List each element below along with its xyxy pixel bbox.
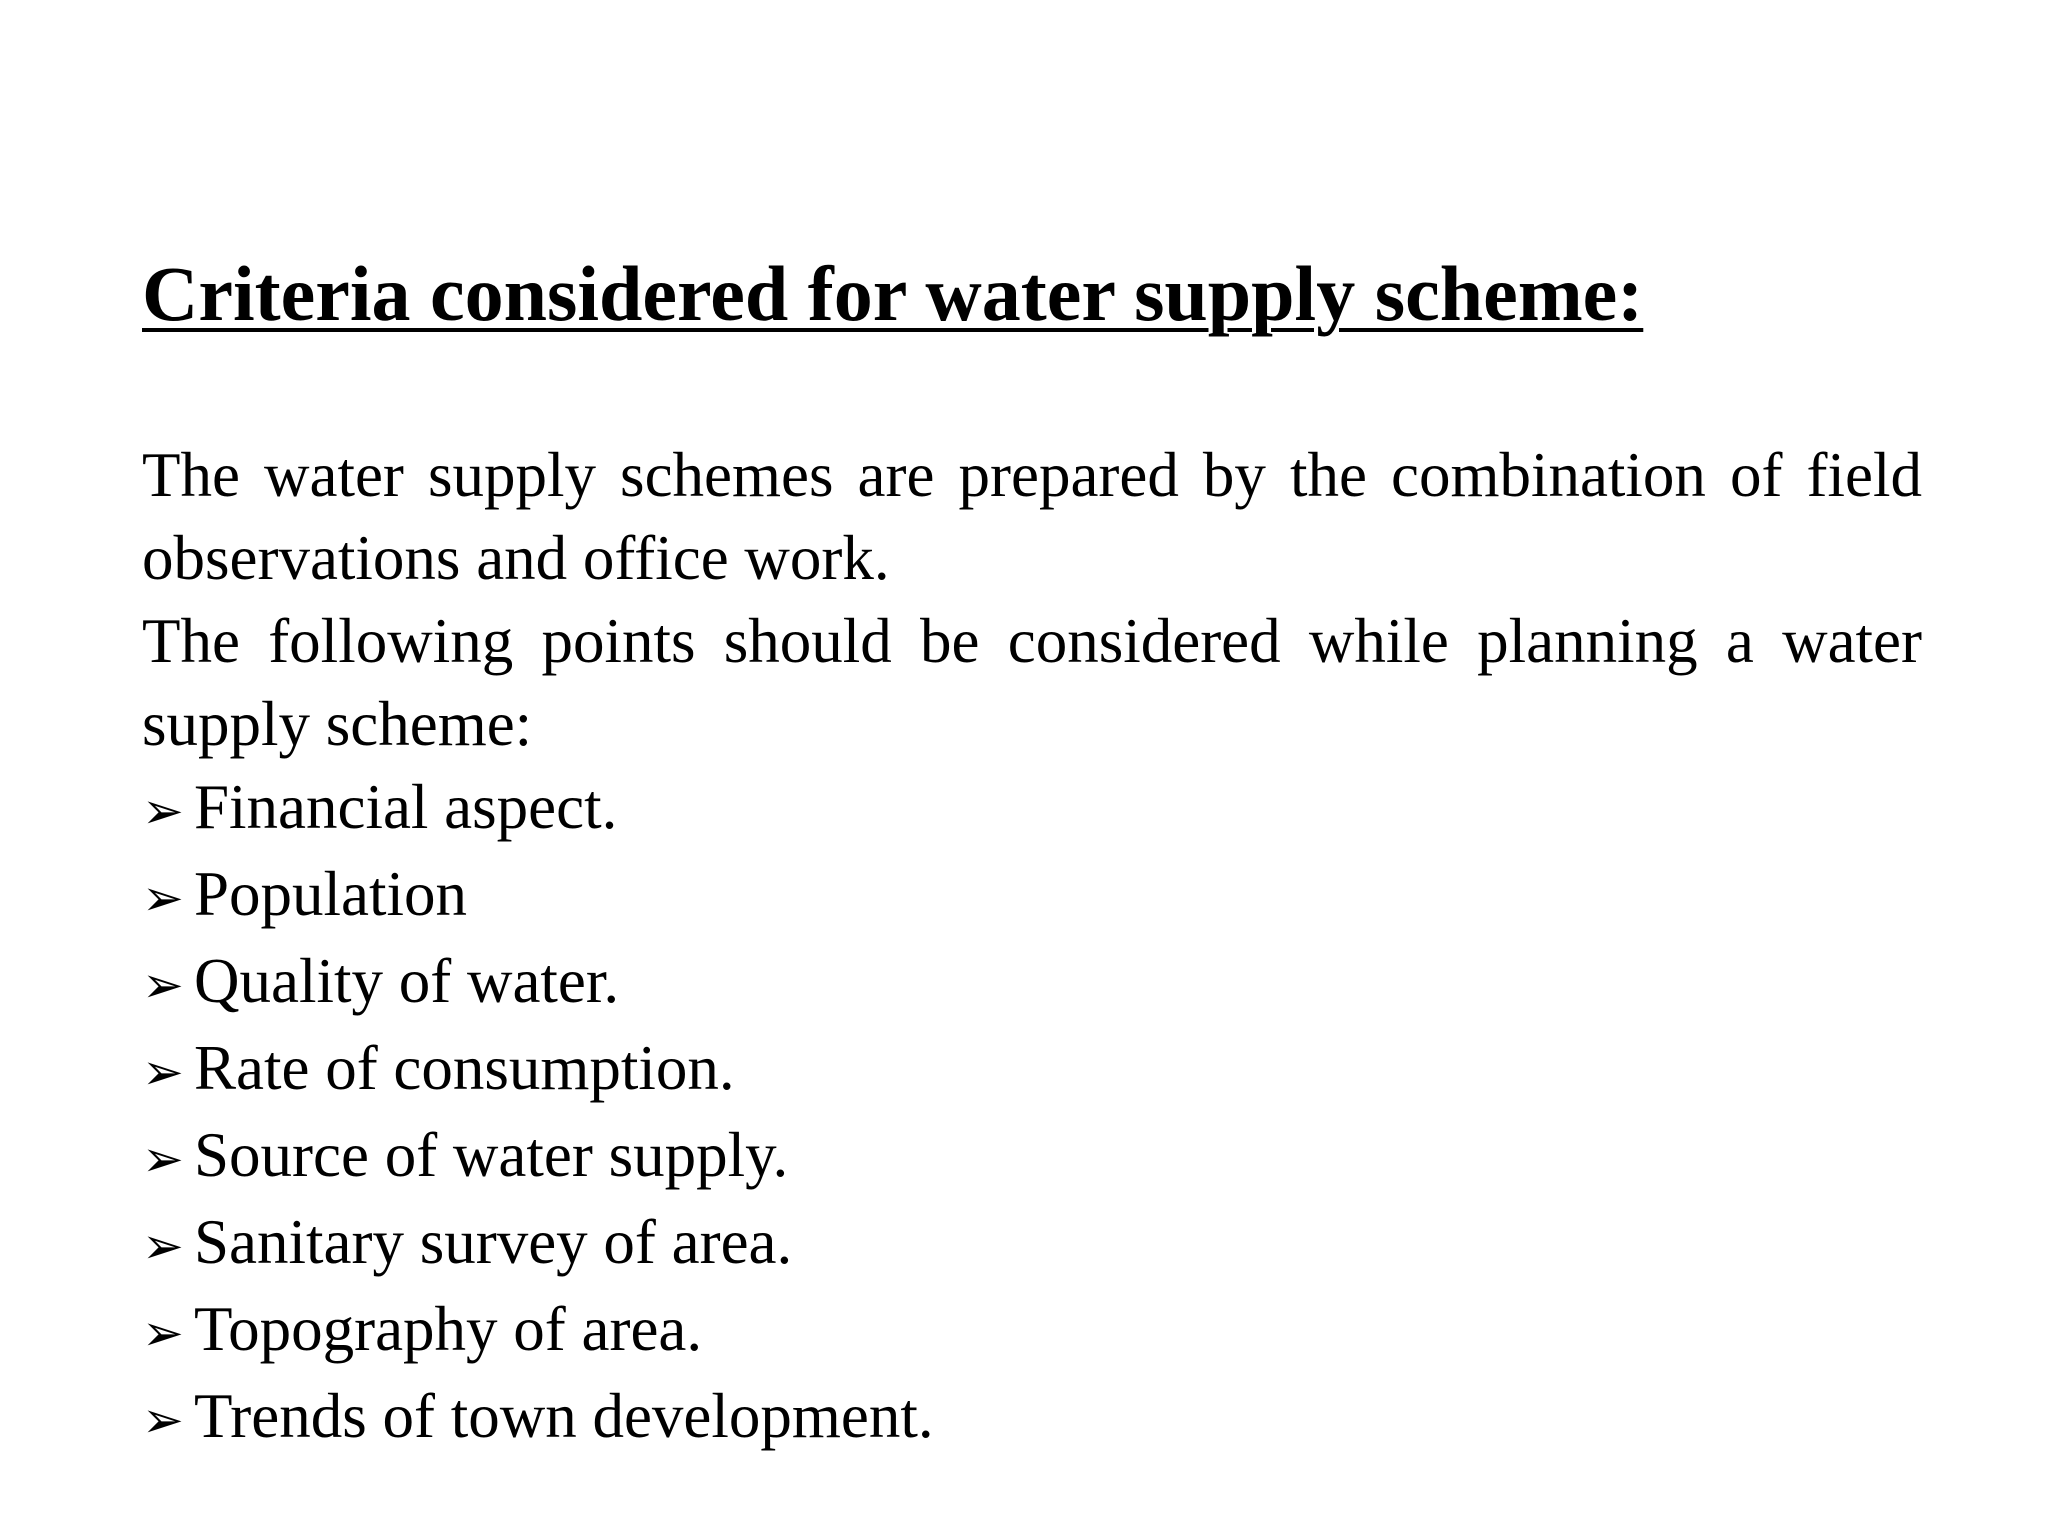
list-item [142, 1375, 1922, 1462]
list-item [142, 940, 1922, 1027]
intro-paragraph: The water supply schemes are prepared by the combination of field observations and office work. [142, 440, 1922, 593]
arrow-bullet-icon: ➢ [142, 956, 184, 1014]
list-item [142, 1027, 1922, 1114]
criteria-list [142, 766, 1922, 1462]
list-item [142, 766, 1922, 853]
list-item [142, 1288, 1922, 1375]
list-item-text: Source of water supply. [194, 1120, 789, 1190]
list-item-text: Population [194, 859, 468, 929]
list-item-text: Trends of town development. [194, 1381, 934, 1451]
considerations-paragraph: The following points should be considered while planning a water supply scheme: [142, 606, 1922, 759]
arrow-bullet-icon: ➢ [142, 869, 184, 927]
list-item-text: Quality of water. [194, 946, 620, 1016]
list-item-text: Sanitary survey of area. [194, 1207, 793, 1277]
arrow-bullet-icon: ➢ [142, 1304, 184, 1362]
arrow-bullet-icon: ➢ [142, 1130, 184, 1188]
arrow-bullet-icon: ➢ [142, 1391, 184, 1449]
list-item [142, 1201, 1922, 1288]
arrow-bullet-icon: ➢ [142, 1043, 184, 1101]
arrow-bullet-icon: ➢ [142, 1217, 184, 1275]
slide-title: Criteria considered for water supply scheme: [142, 250, 1644, 337]
list-item [142, 1114, 1922, 1201]
list-item-text: Rate of consumption. [194, 1033, 735, 1103]
list-item-text: Topography of area. [194, 1294, 703, 1364]
list-item-text: Financial aspect. [194, 772, 618, 842]
list-item [142, 853, 1922, 940]
slide-content [142, 434, 1922, 1462]
arrow-bullet-icon: ➢ [142, 782, 184, 840]
